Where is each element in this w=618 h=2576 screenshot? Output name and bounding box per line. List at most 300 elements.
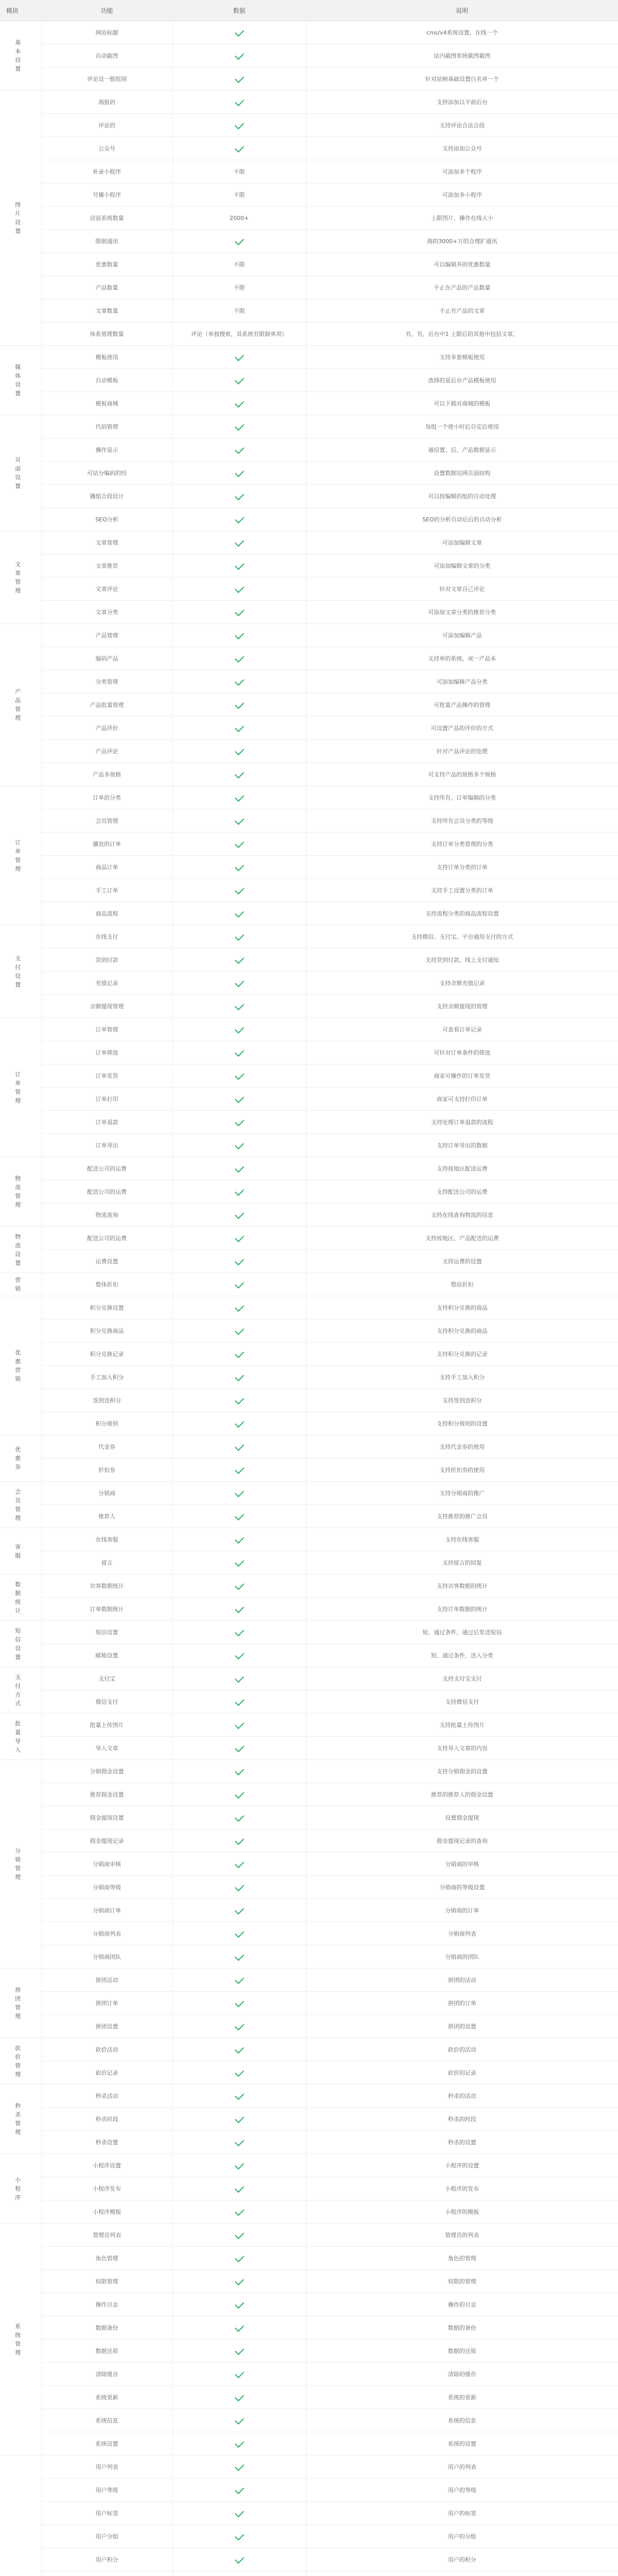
supported-cell: [173, 1621, 306, 1644]
table-row: [0, 1551, 618, 1574]
feature-description: 秒杀的活动: [306, 2084, 618, 2108]
supported-value: [173, 299, 306, 323]
feature-description: 可查看订单记录: [306, 1018, 618, 1041]
supported-cell: [173, 2084, 306, 2108]
supported-cell: [173, 2479, 306, 2502]
supported-cell: [173, 833, 306, 856]
supported-cell: [173, 2247, 306, 2270]
feature-description: 站内截图系统截图截图: [306, 44, 618, 67]
feature-description: 支持批量上传图片: [306, 1714, 618, 1737]
feature-description: cms/v4系统设置，在线一个: [306, 21, 618, 44]
check-icon: [234, 1557, 244, 1566]
feature-name: 小程序模板: [41, 2200, 173, 2224]
feature-name: 小程序设置: [41, 2154, 173, 2177]
supported-cell: [173, 2200, 306, 2224]
feature-name: 操作日志: [41, 2293, 173, 2316]
check-icon: [234, 1186, 244, 1195]
table-row: [0, 1969, 618, 1992]
feature-name: 支付宝: [41, 1667, 173, 1690]
feature-name: 评论设一般组别: [41, 67, 173, 91]
supported-cell: [173, 786, 306, 809]
supported-cell: [173, 717, 306, 740]
supported-cell: [173, 1760, 306, 1783]
feature-description: 系统的设置: [306, 2432, 618, 2455]
table-row: [0, 2200, 618, 2224]
feature-name: 秒杀活动: [41, 2084, 173, 2108]
feature-name: 分类管理: [41, 670, 173, 693]
table-row: [0, 1644, 618, 1667]
table-row: [0, 183, 618, 207]
supported-cell: [173, 578, 306, 601]
feature-description: 支持订单分类管理的分类: [306, 833, 618, 856]
feature-name: 文章管理: [41, 531, 173, 554]
supported-text: 不限: [233, 192, 245, 198]
supported-cell: [173, 1273, 306, 1296]
feature-name: 产品管理: [41, 624, 173, 647]
check-icon: [234, 908, 244, 917]
check-icon: [234, 1882, 244, 1891]
feature-name: 用户分组: [41, 2525, 173, 2548]
module-name: 订单管理: [0, 786, 41, 925]
feature-description: 秒杀的时段: [306, 2108, 618, 2131]
table-row: [0, 392, 618, 415]
feature-name: 代码管理: [41, 415, 173, 438]
feature-description: 不止在产品的产品数量: [306, 276, 618, 299]
feature-name: 产品数量: [41, 276, 173, 299]
feature-name: 管理员列表: [41, 2224, 173, 2247]
feature-description: 支持积分兑换的商品: [306, 1296, 618, 1319]
feature-name: 分销商审核: [41, 1853, 173, 1876]
feature-name: 配送公司的运费: [41, 1157, 173, 1180]
feature-name: 访客数据统计: [41, 1574, 173, 1598]
feature-description: 设置数据站网页面结构: [306, 462, 618, 485]
feature-name: 邮箱设置: [41, 1644, 173, 1667]
supported-cell: [173, 114, 306, 137]
check-icon: [234, 1511, 244, 1520]
feature-description: 用户的列表: [306, 2455, 618, 2479]
module-name: 系统管理: [0, 2224, 41, 2455]
module-name: 优惠券: [0, 1435, 41, 1482]
table-row: [0, 21, 618, 44]
module-name: [0, 2455, 41, 2576]
feature-description: 支持手工设置分类的订单: [306, 879, 618, 902]
feature-description: 小程序的设置: [306, 2154, 618, 2177]
feature-name: 手工订单: [41, 879, 173, 902]
table-row: [0, 2177, 618, 2200]
module-name: 优惠营销: [0, 1296, 41, 1435]
feature-name: SEO分析: [41, 508, 173, 531]
feature-description: 系统的信息: [306, 2409, 618, 2432]
feature-description: 用户的等级: [306, 2479, 618, 2502]
feature-description: 推荐的推荐人的佣金设置: [306, 1783, 618, 1806]
table-row: [0, 1574, 618, 1598]
feature-name: 编码产品: [41, 647, 173, 670]
supported-cell: [173, 2386, 306, 2409]
table-row: [0, 879, 618, 902]
supported-cell: [173, 2316, 306, 2340]
supported-cell: [173, 2038, 306, 2061]
feature-description: 支持积分兑换的商品: [306, 1319, 618, 1343]
table-row: [0, 1296, 618, 1319]
table-row: [0, 2455, 618, 2479]
table-row: [0, 2386, 618, 2409]
feature-name: 秒杀设置: [41, 2131, 173, 2154]
table-row: [0, 809, 618, 833]
feature-description: 支持余额提现的管理: [306, 995, 618, 1018]
check-icon: [234, 2252, 244, 2262]
feature-name: 分销商等级: [41, 1876, 173, 1899]
check-icon: [234, 1603, 244, 1613]
check-icon: [234, 2276, 244, 2285]
check-icon: [234, 537, 244, 546]
supported-cell: [173, 2224, 306, 2247]
feature-description: 数据的备份: [306, 2316, 618, 2340]
feature-description: 分销商列表: [306, 1922, 618, 1945]
check-icon: [234, 2044, 244, 2053]
feature-name: 拼团订单: [41, 1992, 173, 2015]
supported-cell: [173, 972, 306, 995]
feature-name: 砍价记录: [41, 2061, 173, 2084]
feature-description: 短、通过条件，通过后发送短信: [306, 1621, 618, 1644]
feature-description: 支持分销商的推广: [306, 1482, 618, 1505]
check-icon: [234, 1766, 244, 1775]
supported-cell: [173, 1992, 306, 2015]
feature-name: 优惠数量: [41, 253, 173, 276]
supported-cell: [173, 1319, 306, 1343]
table-row: [0, 323, 618, 346]
table-row: [0, 1667, 618, 1690]
supported-value: [173, 323, 306, 346]
supported-text: 不限: [233, 168, 245, 175]
supported-value: [173, 207, 306, 230]
feature-name: 留言: [41, 1551, 173, 1574]
supported-cell: [173, 2061, 306, 2084]
supported-cell: [173, 1041, 306, 1064]
supported-cell: [173, 1064, 306, 1088]
feature-name: 补录小程序: [41, 160, 173, 183]
feature-name: 推荐佣金设置: [41, 1783, 173, 1806]
feature-description: 支持签到送积分: [306, 1389, 618, 1412]
feature-description: 可支持产品的规格多个规格: [306, 763, 618, 786]
table-row: [0, 624, 618, 647]
feature-name: 秒杀时段: [41, 2108, 173, 2131]
supported-cell: [173, 2177, 306, 2200]
table-row: [0, 1227, 618, 1250]
check-icon: [234, 1487, 244, 1497]
check-icon: [234, 27, 244, 36]
feature-description: 佣金提现记录的查询: [306, 1829, 618, 1853]
feature-description: 支持多套模板使用: [306, 346, 618, 369]
table-row: [0, 1922, 618, 1945]
table-row: [0, 1783, 618, 1806]
table-row: [0, 1505, 618, 1528]
supported-cell: [173, 508, 306, 531]
check-icon: [234, 514, 244, 523]
supported-text: 2000+: [229, 214, 249, 222]
check-icon: [234, 653, 244, 662]
table-row: [0, 2224, 618, 2247]
feature-name: 用户积分: [41, 2548, 173, 2571]
feature-description: 砍价的记录: [306, 2061, 618, 2084]
check-icon: [234, 2392, 244, 2401]
feature-name: 物流查询: [41, 1204, 173, 1227]
feature-name: 运费设置: [41, 1250, 173, 1273]
supported-cell: [173, 763, 306, 786]
supported-cell: [173, 1227, 306, 1250]
table-row: [0, 207, 618, 230]
check-icon: [234, 1302, 244, 1311]
table-row: [0, 415, 618, 438]
feature-name: 播放的订单: [41, 833, 173, 856]
check-icon: [234, 1140, 244, 1149]
feature-name: 货到付款: [41, 948, 173, 972]
table-row: [0, 1528, 618, 1551]
feature-name: 拼团设置: [41, 2015, 173, 2038]
check-icon: [234, 96, 244, 106]
check-icon: [234, 2554, 244, 2563]
check-icon: [234, 745, 244, 755]
table-row: [0, 856, 618, 879]
feature-description: 针对产品评论的处理: [306, 740, 618, 763]
check-icon: [234, 2484, 244, 2494]
table-row: [0, 1204, 618, 1227]
check-icon: [234, 1789, 244, 1798]
feature-description: 分销商的订单: [306, 1899, 618, 1922]
supported-cell: [173, 1945, 306, 1969]
table-row: [0, 1598, 618, 1621]
check-icon: [234, 815, 244, 824]
feature-description: 支持添加公众号: [306, 137, 618, 160]
feature-description: 支持访客数据的统计: [306, 1574, 618, 1598]
check-icon: [234, 2183, 244, 2192]
feature-description: 可针对订单条件的筛选: [306, 1041, 618, 1064]
check-icon: [234, 120, 244, 129]
feature-description: 支持代金券的使用: [306, 1435, 618, 1459]
table-row: [0, 1853, 618, 1876]
supported-cell: [173, 1783, 306, 1806]
feature-name: 操作显示: [41, 438, 173, 462]
supported-cell: [173, 1598, 306, 1621]
feature-name: 系统更新: [41, 2386, 173, 2409]
check-icon: [234, 861, 244, 871]
check-icon: [234, 1534, 244, 1543]
feature-description: 支持处理订单退款的流程: [306, 1111, 618, 1134]
module-name: 砍价管理: [0, 2038, 41, 2084]
supported-cell: [173, 1690, 306, 1714]
feature-description: 通信置、后、产品数据显示: [306, 438, 618, 462]
check-icon: [234, 1001, 244, 1010]
supported-cell: [173, 137, 306, 160]
feature-description: 支持在线客服: [306, 1528, 618, 1551]
table-row: [0, 786, 618, 809]
check-icon: [234, 931, 244, 940]
feature-name: 分销商: [41, 1482, 173, 1505]
feature-description: 商家可支持打印订单: [306, 1088, 618, 1111]
supported-cell: [173, 91, 306, 114]
check-icon: [234, 838, 244, 848]
check-icon: [234, 2368, 244, 2378]
check-icon: [234, 1395, 244, 1404]
check-icon: [234, 2299, 244, 2308]
table-row: [0, 1482, 618, 1505]
feature-description: 支持支付宝支付: [306, 1667, 618, 1690]
feature-description: 拼团的活动: [306, 1969, 618, 1992]
feature-name: 清除缓存: [41, 2363, 173, 2386]
check-icon: [234, 2021, 244, 2030]
supported-cell: [173, 1969, 306, 1992]
supported-text: 不限: [233, 284, 245, 291]
header-description: 说明: [306, 0, 618, 21]
supported-cell: [173, 1389, 306, 1412]
table-row: [0, 601, 618, 624]
feature-description: 分销商的等级设置: [306, 1876, 618, 1899]
supported-cell: [173, 856, 306, 879]
table-row: [0, 1899, 618, 1922]
feature-description: 用户的积分: [306, 2548, 618, 2571]
module-name: 数据统计: [0, 1574, 41, 1621]
feature-name: 分销佣金设置: [41, 1760, 173, 1783]
check-icon: [234, 467, 244, 477]
feature-name: 店面系统数量: [41, 207, 173, 230]
table-row: [0, 2548, 618, 2571]
check-icon: [234, 792, 244, 801]
module-name: 秒杀管理: [0, 2084, 41, 2154]
check-icon: [234, 1047, 244, 1056]
feature-name: 自动模板: [41, 369, 173, 392]
check-icon: [234, 1974, 244, 1984]
feature-name: [41, 2571, 173, 2576]
table-row: [0, 1366, 618, 1389]
table-row: [0, 485, 618, 508]
check-icon: [234, 1279, 244, 1288]
supported-cell: [173, 1505, 306, 1528]
table-row: [0, 114, 618, 137]
feature-description: 支持推荐的推广会员: [306, 1505, 618, 1528]
feature-description: 支持积分兑换的记录: [306, 1343, 618, 1366]
feature-name: 手工加入积分: [41, 1366, 173, 1389]
feature-description: 小程序的模板: [306, 2200, 618, 2224]
feature-name: 模板商城: [41, 392, 173, 415]
check-icon: [234, 2229, 244, 2239]
supported-cell: [173, 531, 306, 554]
feature-description: 可以编辑并的优惠数量: [306, 253, 618, 276]
supported-cell: [173, 1459, 306, 1482]
check-icon: [234, 1232, 244, 1242]
table-row: [0, 1435, 618, 1459]
feature-name: 评论的: [41, 114, 173, 137]
supported-cell: [173, 1296, 306, 1319]
table-row: [0, 137, 618, 160]
supported-cell: [173, 44, 306, 67]
check-icon: [234, 1093, 244, 1103]
feature-description: 支持微信、支付宝、平台通用支付的方式: [306, 925, 618, 948]
feature-description: 支持订单分类的订单: [306, 856, 618, 879]
table-row: [0, 902, 618, 925]
table-row: [0, 1992, 618, 2015]
header-module: 模块: [0, 0, 41, 21]
feature-description: 支持配送公司的运费: [306, 1180, 618, 1204]
module-name: 客服: [0, 1528, 41, 1574]
feature-name: 订单数据统计: [41, 1598, 173, 1621]
supported-value: [173, 160, 306, 183]
check-icon: [234, 444, 244, 453]
table-row: [0, 1111, 618, 1134]
check-icon: [234, 1696, 244, 1705]
feature-name: 产品多规格: [41, 763, 173, 786]
feature-name: 数据备份: [41, 2316, 173, 2340]
check-icon: [234, 1116, 244, 1126]
supported-cell: [173, 1157, 306, 1180]
feature-description: 支持按地区配送运费: [306, 1157, 618, 1180]
check-icon: [234, 699, 244, 708]
table-row: [0, 44, 618, 67]
supported-cell: [173, 1853, 306, 1876]
check-icon: [234, 2067, 244, 2076]
module-name: 短信设置: [0, 1621, 41, 1667]
module-name: 会员管理: [0, 1482, 41, 1528]
supported-cell: [173, 2548, 306, 2571]
supported-cell: [173, 693, 306, 717]
feature-name: 分销商列表: [41, 1922, 173, 1945]
feature-name: 订单导出: [41, 1134, 173, 1157]
feature-name: 拼团活动: [41, 1969, 173, 1992]
feature-description: 支持余额充值记录: [306, 972, 618, 995]
supported-value: [173, 253, 306, 276]
feature-name: 折扣券: [41, 1459, 173, 1482]
feature-description: 拼团的设置: [306, 2015, 618, 2038]
feature-description: 支持所有会员分类的等级: [306, 809, 618, 833]
feature-description: 支持流程分类的商品流程设置: [306, 902, 618, 925]
feature-name: 模板使用: [41, 346, 173, 369]
table-row: [0, 438, 618, 462]
supported-cell: [173, 624, 306, 647]
table-row: [0, 2479, 618, 2502]
feature-name: 海报的: [41, 91, 173, 114]
supported-cell: [173, 1574, 306, 1598]
feature-name: 角色管理: [41, 2247, 173, 2270]
supported-cell: [173, 1204, 306, 1227]
check-icon: [234, 2137, 244, 2146]
feature-description: 支持折扣券的使用: [306, 1459, 618, 1482]
feature-description: 支持微信支付: [306, 1690, 618, 1714]
supported-cell: [173, 995, 306, 1018]
supported-cell: [173, 2270, 306, 2293]
check-icon: [234, 1024, 244, 1033]
module-name: 营销: [0, 1273, 41, 1296]
supported-text: 不限: [233, 308, 245, 314]
feature-name: 商品订单: [41, 856, 173, 879]
supported-cell: [173, 925, 306, 948]
check-icon: [234, 1951, 244, 1960]
supported-cell: [173, 809, 306, 833]
feature-description: 支持添加以平前后台: [306, 91, 618, 114]
table-row: [0, 1737, 618, 1760]
feature-name: 积分兑换设置: [41, 1296, 173, 1319]
supported-cell: [173, 2571, 306, 2576]
feature-description: 支持运费的设置: [306, 1250, 618, 1273]
feature-description: 砍价的活动: [306, 2038, 618, 2061]
feature-description: 支持货到付款，线上支付通知: [306, 948, 618, 972]
feature-name: 砍价活动: [41, 2038, 173, 2061]
feature-name: 导入文章: [41, 1737, 173, 1760]
module-name: 物流设置: [0, 1227, 41, 1273]
feature-description: 支持评论合法合段: [306, 114, 618, 137]
table-row: [0, 1760, 618, 1783]
table-row: [0, 1088, 618, 1111]
supported-cell: [173, 2502, 306, 2525]
table-row: [0, 1250, 618, 1273]
check-icon: [234, 1580, 244, 1589]
